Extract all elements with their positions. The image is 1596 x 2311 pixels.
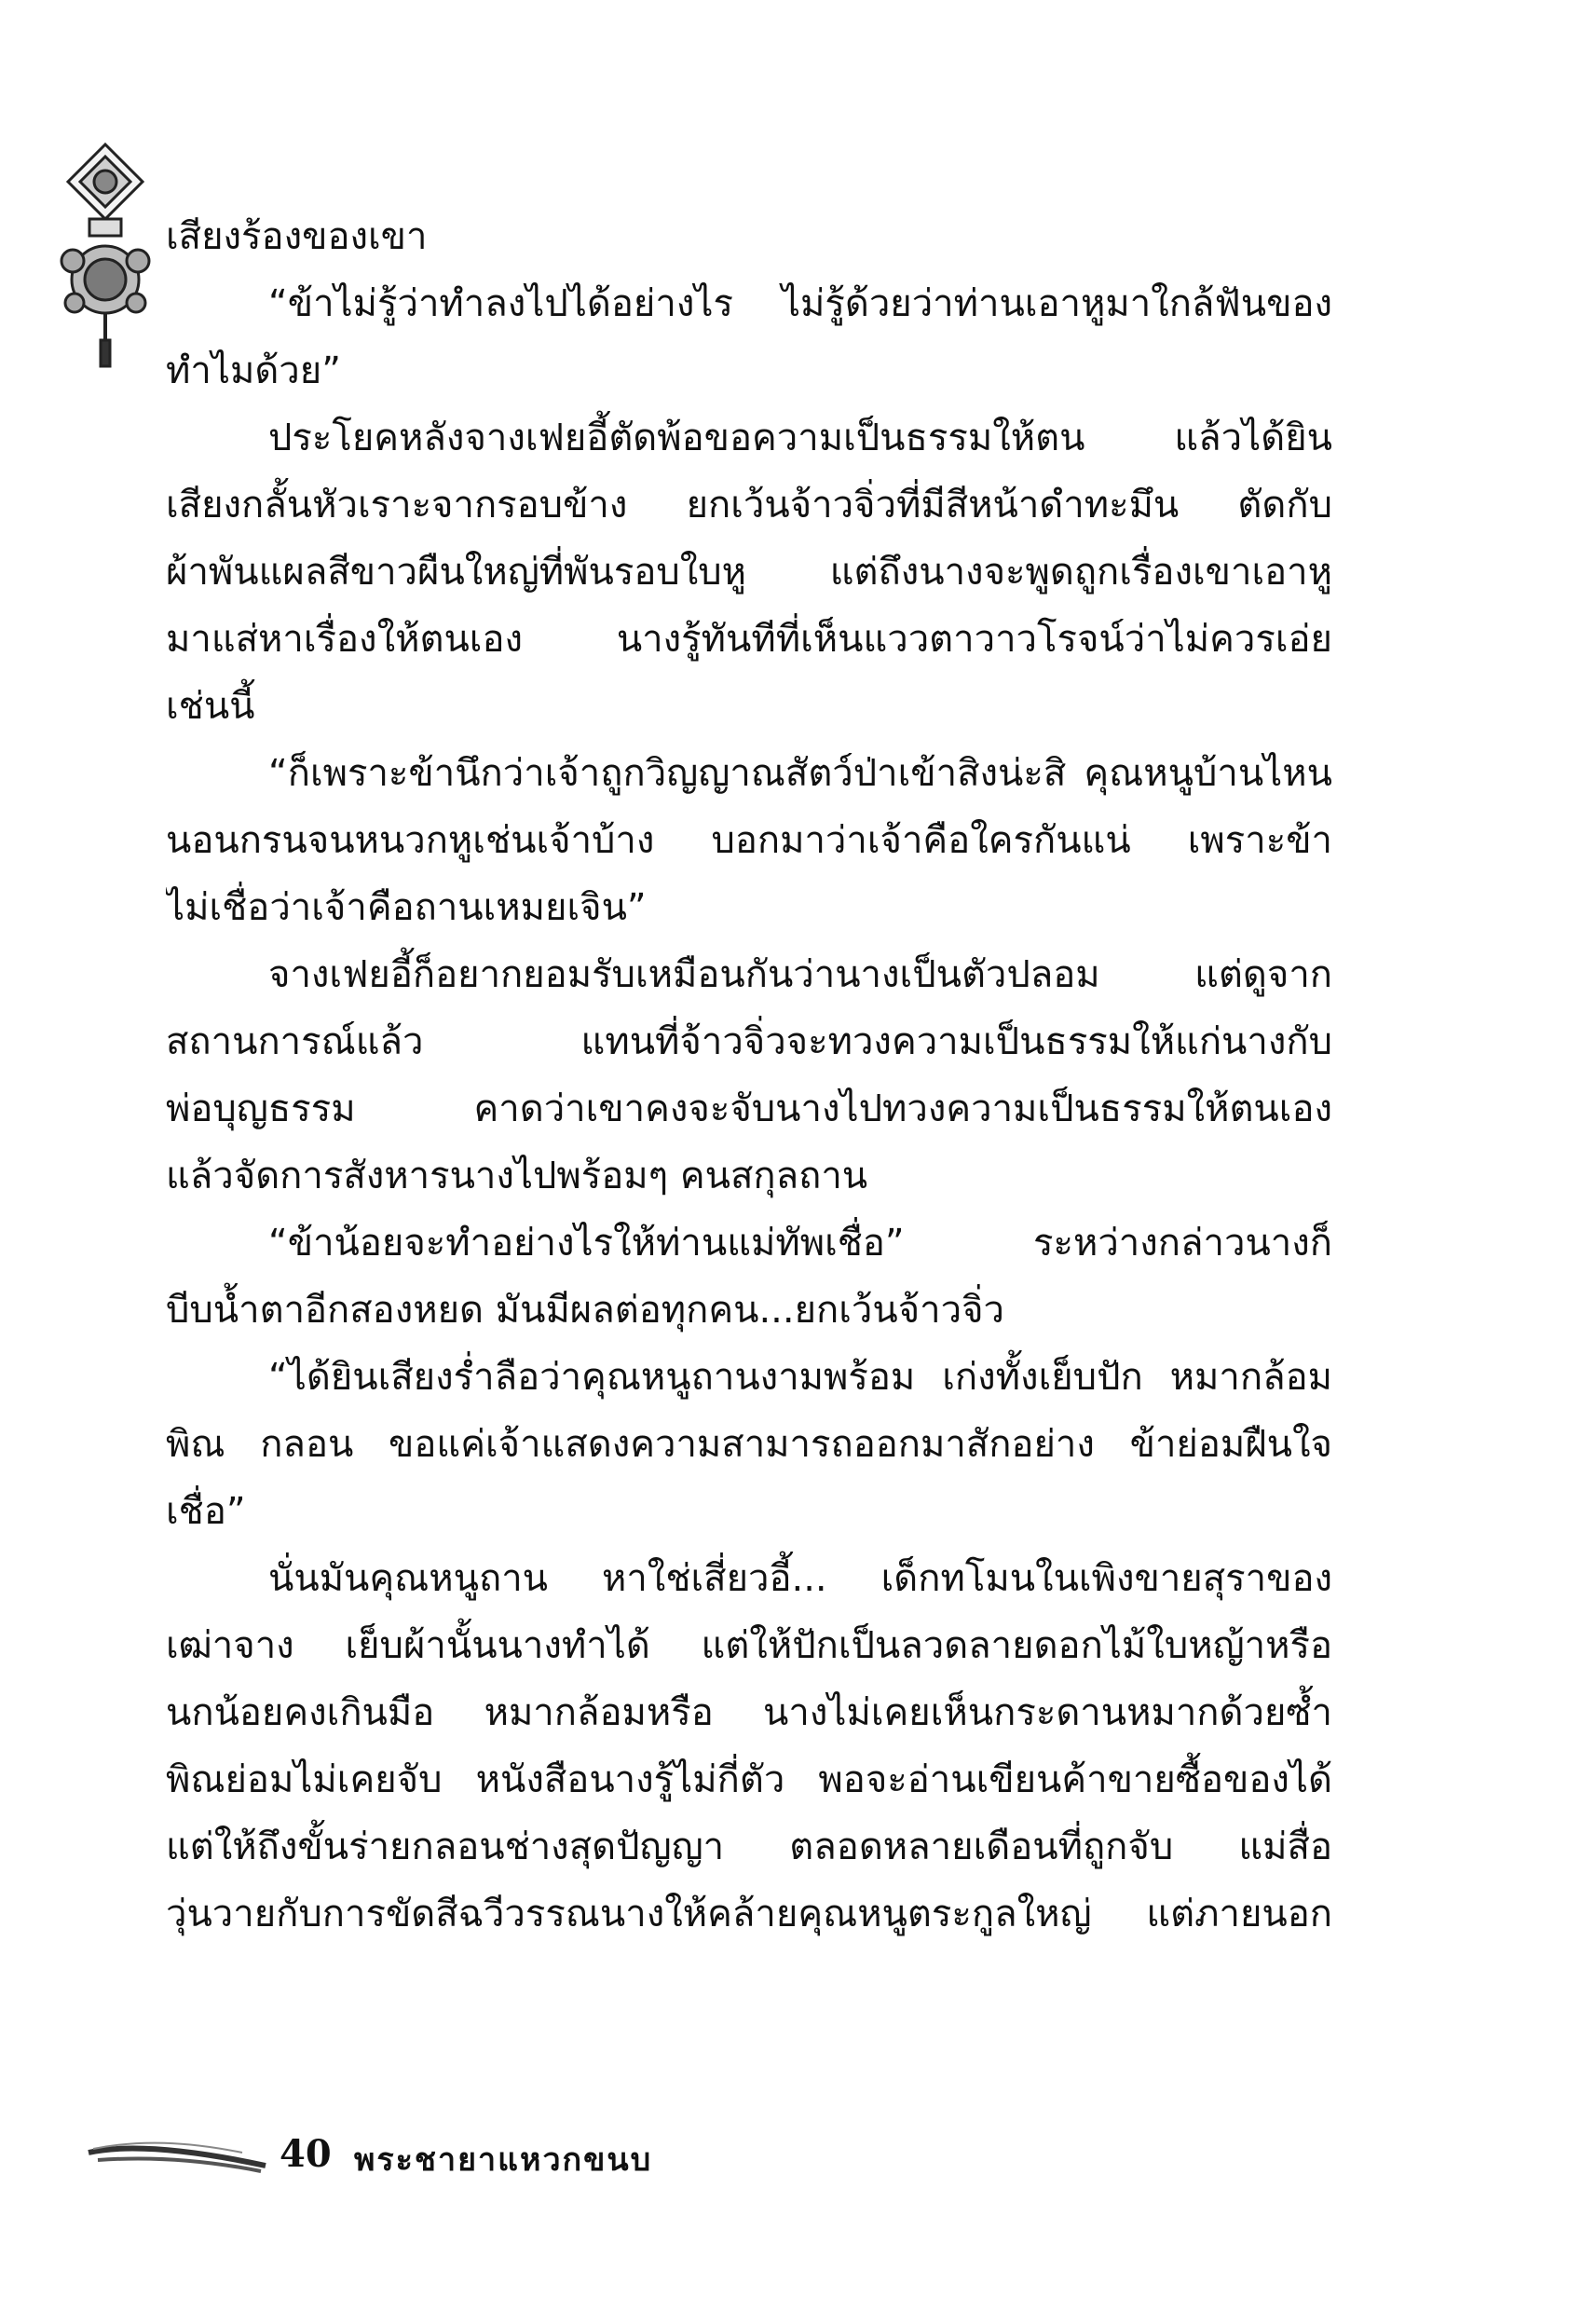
text-line: เชื่อ” [166,1490,246,1533]
page-number: 40 [280,2132,332,2176]
text-line: เฒ่าจาง เย็บผ้านั้นนางทำได้ แต่ให้ปักเป็นลวดลายดอกไม้ใบหญ้าหรือ [166,1624,1332,1667]
text-line: นั่นมันคุณหนูถาน หาใช่เสี่ยวอี้... เด็กทโมนในเพิงขายสุราของ [268,1557,1332,1600]
text-line: “ได้ยินเสียงร่ำลือว่าคุณหนูถานงามพร้อม เก่งทั้งเย็บปัก หมากล้อม [268,1356,1332,1399]
page-footer [84,2125,736,2181]
body-text [166,203,1332,1948]
text-line: ประโยคหลังจางเฟยอี้ตัดพ้อขอความเป็นธรรมให้ตน แล้วได้ยิน [268,417,1332,459]
text-line: เสียงกลั้นหัวเราะจากรอบข้าง ยกเว้นจ้าวจิ่วที่มีสีหน้าดำทะมึน ตัดกับ [166,484,1332,526]
text-line: จางเฟยอี้ก็อยากยอมรับเหมือนกันว่านางเป็นตัวปลอม แต่ดูจาก [268,953,1332,996]
text-line: “ก็เพราะข้านึกว่าเจ้าถูกวิญญาณสัตว์ป่าเข้าสิงน่ะสิ คุณหนูบ้านไหน [268,752,1332,795]
text-line: ไม่เชื่อว่าเจ้าคือถานเหมยเจิน” [166,886,647,929]
brush-icon [84,2125,270,2181]
text-line: พิณ กลอน ขอแค่เจ้าแสดงความสามารถออกมาสักอย่าง ข้าย่อมฝืนใจ [166,1423,1332,1466]
text-line: แล้วจัดการสังหารนางไปพร้อมๆ คนสกุลถาน [166,1155,868,1197]
text-line: ผ้าพันแผลสีขาวผืนใหญ่ที่พันรอบใบหู แต่ถึงนางจะพูดถูกเรื่องเขาเอาหู [166,551,1332,594]
text-line: นอนกรนจนหนวกหูเช่นเจ้าบ้าง บอกมาว่าเจ้าคือใครกันแน่ เพราะข้า [166,819,1332,862]
text-line: สถานการณ์แล้ว แทนที่จ้าวจิ่วจะทวงความเป็นธรรมให้แก่นางกับ [166,1020,1332,1063]
text-line: วุ่นวายกับการขัดสีฉวีวรรณนางให้คล้ายคุณหนูตระกูลใหญ่ แต่ภายนอก [166,1893,1332,1935]
text-line: เสียงร้องของเขา [166,215,428,258]
text-line: แต่ให้ถึงขั้นร่ายกลอนช่างสุดปัญญา ตลอดหลายเดือนที่ถูกจับ แม่สื่อ [166,1826,1332,1868]
text-line: พิณย่อมไม่เคยจับ หนังสือนางรู้ไม่กี่ตัว พอจะอ่านเขียนค้าขายซื้อของได้ [166,1758,1332,1801]
text-line: บีบน้ำตาอีกสองหยด มันมีผลต่อทุกคน...ยกเว้นจ้าวจิ่ว [166,1289,1004,1332]
decorative-ornament-icon [54,140,157,373]
text-line: “ข้าน้อยจะทำอย่างไรให้ท่านแม่ทัพเชื่อ” ระหว่างกล่าวนางก็ [268,1222,1332,1265]
text-line: พ่อบุญธรรม คาดว่าเขาคงจะจับนางไปทวงความเป็นธรรมให้ตนเอง [166,1087,1332,1130]
text-line: นกน้อยคงเกินมือ หมากล้อมหรือ นางไม่เคยเห็นกระดานหมากด้วยซ้ำ [166,1691,1332,1734]
text-line: มาแส่หาเรื่องให้ตนเอง นางรู้ทันทีที่เห็นแววตาวาวโรจน์ว่าไม่ควรเอ่ย [166,618,1332,661]
text-line: เช่นนี้ [166,685,255,728]
book-title: พระชายาแหวกขนบ [354,2141,653,2179]
text-line: “ข้าไม่รู้ว่าทำลงไปได้อย่างไร ไม่รู้ด้วยว่าท่านเอาหูมาใกล้ฟันของ [268,282,1332,325]
text-line: ทำไมด้วย” [166,349,341,392]
